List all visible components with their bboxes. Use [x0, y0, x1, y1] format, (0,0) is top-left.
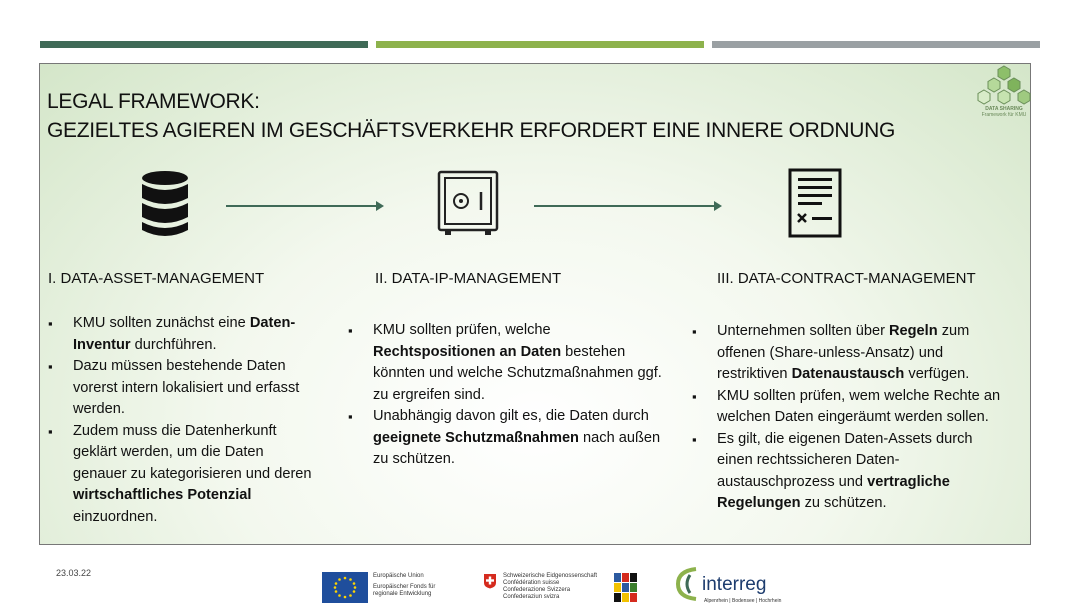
- database-icon: [140, 170, 190, 238]
- ch-line-1: Schweizerische Eidgenossenschaft: [503, 573, 598, 579]
- safe-icon: [437, 170, 499, 238]
- bullet-text: nach außen zu schützen.: [373, 429, 661, 467]
- title-line-1: LEGAL FRAMEWORK:: [47, 90, 260, 113]
- bullet-text: KMU sollten zunächst eine: [73, 315, 250, 331]
- bullet-text: Dazu müssen bestehende Daten vorerst intern lokalisiert und erfasst werden.: [73, 358, 300, 417]
- page-title: [47, 87, 895, 145]
- top-bar-green: [376, 41, 704, 48]
- contract-document-icon: [788, 168, 842, 238]
- column-asset: [48, 313, 318, 528]
- eu-line-1: Europäische Union: [373, 573, 424, 579]
- eu-line-3: regionale Entwicklung: [373, 591, 432, 597]
- bullet-text: durchführen.: [130, 336, 217, 353]
- bullet-text: verfügen.: [904, 366, 970, 382]
- bullet-item: [692, 386, 1002, 429]
- bold-text: vertragliche Regelungen: [717, 473, 950, 511]
- bullet-text: Unternehmen sollten über: [717, 323, 889, 339]
- logo-subtitle: Framework für KMU: [981, 112, 1027, 118]
- ch-line-4: Confederaziun svizra: [503, 594, 560, 600]
- interreg-logo-icon: [670, 565, 704, 603]
- bullet-item: [348, 406, 676, 471]
- eu-line-2: Europäischer Fonds für: [373, 584, 436, 590]
- bold-text: Datenaustausch: [791, 366, 905, 382]
- date-label: 23.03.22: [56, 568, 92, 578]
- bullet-text: KMU sollten prüfen, welche: [373, 322, 551, 338]
- bullet-text: zu schützen.: [800, 495, 887, 511]
- bullet-text: einzuordnen.: [73, 508, 158, 525]
- bold-text: Daten-Inventur: [73, 315, 296, 353]
- swiss-cross-icon: [483, 573, 497, 589]
- content-panel: [39, 63, 1031, 545]
- arrow-right-icon: [226, 200, 386, 212]
- column-contract: [692, 321, 1002, 515]
- bullet-list: [348, 320, 676, 471]
- interreg-wordmark: interreg: [702, 574, 767, 595]
- bullet-text: KMU sollten prüfen, wem welche Rechte an welchen Daten eingeräumt werden sollen.: [717, 387, 1001, 425]
- bullet-text: bestehen könnten und welche Schutzmaßnahmen ggf. zu ergreifen sind.: [373, 343, 662, 403]
- coats-of-arms-icon: [613, 572, 639, 604]
- bullet-list: [48, 313, 318, 528]
- ch-line-2: Confédération suisse: [503, 580, 560, 586]
- bullet-item: [48, 421, 318, 529]
- eu-text: [373, 573, 435, 598]
- top-bar-gray: [712, 41, 1040, 48]
- ch-line-3: Confederazione Svizzera: [503, 587, 571, 593]
- interreg-subtitle: Alpenrhein | Bodensee | Hochrhein: [704, 598, 782, 604]
- bold-text: geeignete Schutzmaßnahmen: [373, 429, 579, 446]
- bullet-item: [692, 429, 1002, 515]
- bullet-list: [692, 321, 1002, 515]
- swiss-text: [503, 573, 597, 601]
- bold-text: Regeln: [888, 323, 938, 339]
- column-heading-contract: III. DATA-CONTRACT-MANAGEMENT: [717, 270, 976, 287]
- logo-title: DATA SHARING: [985, 106, 1023, 112]
- eu-flag-icon: [322, 572, 368, 603]
- bold-text: wirtschaftliches Potenzial: [73, 487, 252, 503]
- bullet-text: zum offenen (Share-unless-Ansatz) und restriktiven: [717, 323, 970, 382]
- top-bar-dark: [40, 41, 368, 48]
- column-ip: [348, 320, 676, 471]
- bullet-item: [692, 321, 1002, 386]
- arrow-right-icon: [534, 200, 724, 212]
- bullet-item: [48, 356, 318, 421]
- bullet-item: [48, 313, 318, 356]
- bullet-item: [348, 320, 676, 406]
- title-line-2: GEZIELTES AGIEREN IM GESCHÄFTSVERKEHR ERFORDERT EINE INNERE ORDNUNG: [47, 119, 896, 142]
- bullet-text: Unabhängig davon gilt es, die Daten durch: [373, 408, 649, 424]
- bullet-text: Zudem muss die Datenherkunft geklärt werden, um die Daten genauer zu kategorisieren und deren: [73, 422, 312, 482]
- bold-text: Rechtspositionen an Daten: [373, 343, 562, 360]
- column-heading-asset: I. DATA-ASSET-MANAGEMENT: [48, 270, 265, 287]
- logo-caption: [978, 106, 1030, 118]
- bullet-text: Es gilt, die eigenen Daten-Assets durch einen rechtssicheren Daten-austauschprozess und: [717, 430, 973, 490]
- column-heading-ip: II. DATA-IP-MANAGEMENT: [375, 270, 562, 287]
